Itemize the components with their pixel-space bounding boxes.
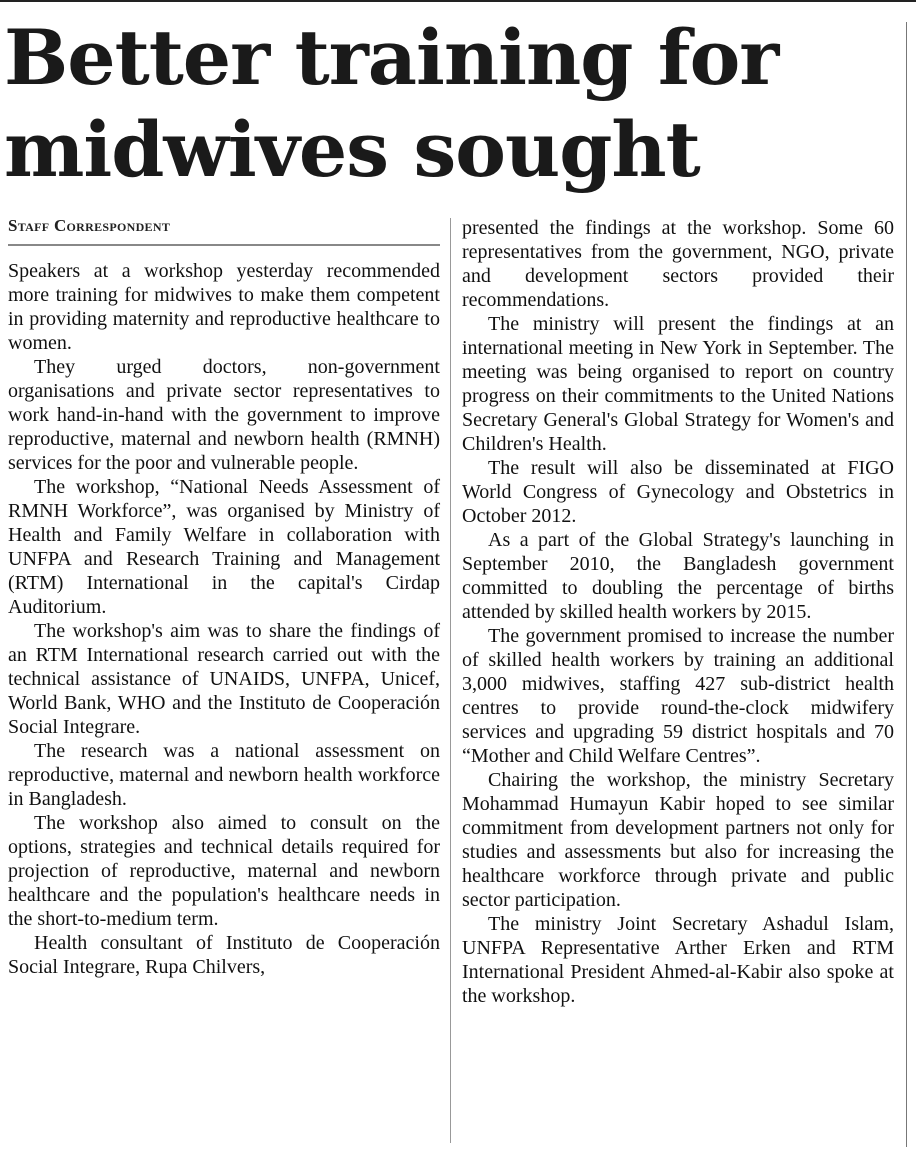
paragraph: The ministry will present the findings at an international meeting in New York in September. The meeting was being organised to report on country progress on their commitments to the United Nations Secretary General's Global Strategy for Women's and Children's Health. <box>462 313 894 455</box>
paragraph: The result will also be disseminated at FIGO World Congress of Gynecology and Obstetrics in October 2012. <box>462 457 894 527</box>
column-divider <box>450 218 451 1143</box>
top-border-rule <box>0 0 916 2</box>
paragraph: The ministry Joint Secretary Ashadul Islam, UNFPA Representative Arther Erken and RTM International President Ahmed-al-Kabir also spoke at the workshop. <box>462 913 894 1007</box>
article-column-2 <box>462 216 894 1008</box>
paragraph: The government promised to increase the number of skilled health workers by training an additional 3,000 midwives, staffing 427 sub-district health centres to provide round-the-clock midwifery services and upgrading 59 district hospitals and 70 “Mother and Child Welfare Centres”. <box>462 625 894 767</box>
paragraph: The research was a national assessment on reproductive, maternal and newborn health workforce in Bangladesh. <box>8 740 440 810</box>
headline: Better training for midwives sought <box>4 13 779 194</box>
paragraph: The workshop's aim was to share the findings of an RTM International research carried out with the technical assistance of UNAIDS, UNFPA, Unicef, World Bank, WHO and the Instituto de Cooperación Social Integrare. <box>8 620 440 738</box>
paragraph: The workshop also aimed to consult on the options, strategies and technical details required for projection of reproductive, maternal and newborn healthcare and the population's healthcare needs in the short-to-medium term. <box>8 812 440 930</box>
paragraph: They urged doctors, non-government organisations and private sector representatives to work hand-in-hand with the government to improve reproductive, maternal and newborn health (RMNH) services for the poor and vulnerable people. <box>8 356 440 474</box>
paragraph: Chairing the workshop, the ministry Secretary Mohammad Humayun Kabir hoped to see similar commitment from development partners not only for studies and assessments but also for increasing the healthcare workforce through private and public sector participation. <box>462 769 894 911</box>
right-column-rule <box>906 22 907 1147</box>
paragraph: Speakers at a workshop yesterday recommended more training for midwives to make them competent in providing maternity and reproductive healthcare to women. <box>8 260 440 354</box>
paragraph: Health consultant of Instituto de Cooperación Social Integrare, Rupa Chilvers, <box>8 932 440 978</box>
byline: Staff Correspondent <box>8 216 171 235</box>
byline-rule <box>8 244 440 246</box>
article-column-1 <box>8 259 440 979</box>
paragraph: As a part of the Global Strategy's launching in September 2010, the Bangladesh government committed to doubling the percentage of births attended by skilled health workers by 2015. <box>462 529 894 623</box>
paragraph: The workshop, “National Needs Assessment of RMNH Workforce”, was organised by Ministry of Health and Family Welfare in collaboration with UNFPA and Research Training and Management (RTM) International in the capital's Cirdap Auditorium. <box>8 476 440 618</box>
paragraph: presented the findings at the workshop. Some 60 representatives from the government, NGO, private and development sectors provided their recommendations. <box>462 217 894 311</box>
